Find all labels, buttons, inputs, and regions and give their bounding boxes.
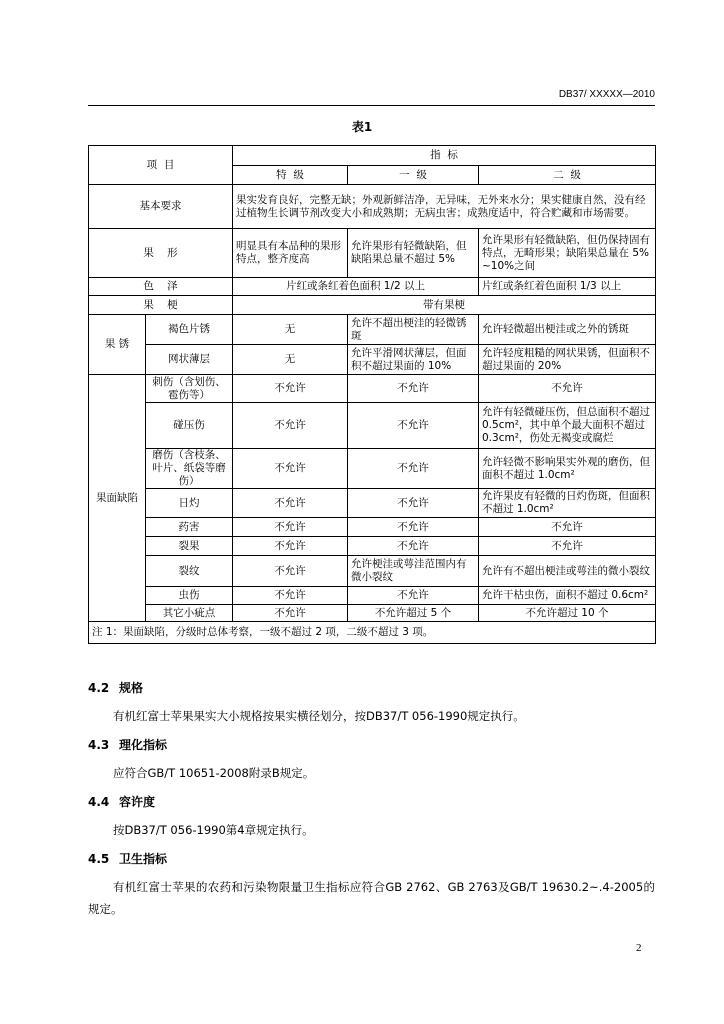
document-code: DB37/ XXXXX—2010	[558, 89, 655, 100]
defect-grade-second: 不允许超过 10 个	[479, 605, 656, 622]
section-title: 规格	[119, 681, 144, 695]
table-row-defect-sunburn	[89, 489, 656, 518]
page-number: 2	[636, 942, 642, 954]
header-grade-second: 二 级	[479, 166, 656, 185]
section-heading	[88, 852, 167, 866]
defect-item-name: 磨伤（含枝条、叶片、纸袋等磨伤）	[146, 449, 233, 489]
color-label: 色 泽	[89, 278, 233, 296]
table-row-color	[89, 278, 656, 296]
defect-grade-first: 不允许超过 5 个	[348, 605, 479, 622]
section-number: 4.2	[88, 681, 110, 695]
stem-text: 带有果梗	[233, 296, 656, 315]
table-note: 注 1：果面缺陷，分级时总体考察，一级不超过 2 项，二级不超过 3 项。	[89, 622, 656, 644]
defect-grade-special: 不允许	[233, 605, 348, 622]
section-title: 卫生指标	[119, 852, 168, 866]
section-body: 有机红富士苹果的农药和污染物限量卫生指标应符合GB 2762、GB 2763及GB/T 19630.2~.4-2005的规定。	[88, 880, 655, 916]
defect-grade-second: 允许果皮有轻微的日灼伤斑，但面积不超过 1.0cm²	[479, 489, 656, 518]
basic-text: 果实发育良好，完整无缺；外观新鲜洁净，无异味，无外来水分；果实健康自然，没有经过植物生长调节剂改变大小和成熟期；无病虫害；成熟度适中，符合贮藏和市场需要。	[233, 185, 656, 229]
defect-grade-first: 不允许	[348, 489, 479, 518]
defect-item-name: 日灼	[146, 489, 233, 518]
defect-grade-special: 不允许	[233, 449, 348, 489]
shape-grade-first: 允许果形有轻微缺陷，但缺陷果总量不超过 5%	[348, 229, 479, 278]
table-row-basic	[89, 185, 656, 229]
russet-grade-first: 允许平滑网状薄层，但面积不超过果面的 10%	[348, 345, 479, 375]
header-rule	[88, 105, 655, 106]
defect-grade-second: 不允许	[479, 518, 656, 537]
section-body: 按DB37/T 056-1990第4章规定执行。	[113, 823, 314, 837]
defect-grade-second: 允许干枯虫伤，面积不超过 0.6cm²	[479, 587, 656, 605]
defect-item-name: 药害	[146, 518, 233, 537]
defect-grade-first: 不允许	[348, 375, 479, 403]
russet-item-name: 褐色片锈	[146, 315, 233, 345]
defect-grade-special: 不允许	[233, 556, 348, 587]
defect-grade-special: 不允许	[233, 587, 348, 605]
russet-grade-special: 无	[233, 345, 348, 375]
defect-grade-special: 不允许	[233, 375, 348, 403]
table-row-defect-other	[89, 605, 656, 622]
section-heading	[88, 795, 155, 809]
defect-item-name: 刺伤（含划伤、雹伤等）	[146, 375, 233, 403]
russet-label: 果 锈	[89, 315, 146, 375]
table-row-defect-rub	[89, 449, 656, 489]
table-row-defect-crack	[89, 556, 656, 587]
table-row-defect-split	[89, 537, 656, 556]
section-heading	[88, 681, 143, 695]
defect-grade-second: 允许有轻微碰压伤，但总面积不超过 0.5cm²，其中单个最大面积不超过 0.3cm²，伤处无褐变或腐烂	[479, 403, 656, 449]
table-row-shape	[89, 229, 656, 278]
defect-item-name: 碰压伤	[146, 403, 233, 449]
header-item-cell: 项 目	[89, 146, 233, 185]
defect-grade-special: 不允许	[233, 537, 348, 556]
table-row-russet-brown	[89, 315, 656, 345]
defect-item-name: 虫伤	[146, 587, 233, 605]
color-grade-special-first: 片红或条红着色面积 1/2 以上	[233, 278, 479, 296]
shape-label: 果 形	[89, 229, 233, 278]
section-body: 有机红富士苹果果实大小规格按果实横径划分，按DB37/T 056-1990规定执行。	[113, 709, 525, 723]
defect-grade-second: 不允许	[479, 537, 656, 556]
table-note-row	[89, 622, 656, 644]
basic-label: 基本要求	[89, 185, 233, 229]
section-title: 理化指标	[119, 738, 168, 752]
defect-grade-special: 不允许	[233, 403, 348, 449]
russet-grade-second: 允许轻微超出梗洼或之外的锈斑	[479, 315, 656, 345]
russet-grade-second: 允许轻度粗糙的网状果锈，但面积不超过果面的 20%	[479, 345, 656, 375]
defect-grade-second: 允许轻微不影响果实外观的磨伤，但面积不超过 1.0cm²	[479, 449, 656, 489]
section-title: 容许度	[119, 795, 156, 809]
header-indicator-cell: 指 标	[233, 146, 656, 166]
defect-grade-second: 允许有不超出梗洼或萼洼的微小裂纹	[479, 556, 656, 587]
section-body: 应符合GB/T 10651-2008附录B规定。	[113, 766, 315, 780]
section-number: 4.4	[88, 795, 110, 809]
defect-grade-special: 不允许	[233, 489, 348, 518]
section-number: 4.5	[88, 852, 110, 866]
defect-grade-first: 允许梗洼或萼洼范围内有微小裂纹	[348, 556, 479, 587]
section-heading	[88, 738, 167, 752]
defect-grade-first: 不允许	[348, 587, 479, 605]
russet-item-name: 网状薄层	[146, 345, 233, 375]
defect-item-name: 裂果	[146, 537, 233, 556]
defect-grade-first: 不允许	[348, 403, 479, 449]
table-caption: 表1	[351, 120, 373, 134]
header-grade-first: 一 级	[348, 166, 479, 185]
defect-grade-first: 不允许	[348, 537, 479, 556]
shape-grade-second: 允许果形有轻微缺陷，但仍保持固有特点，无畸形果；缺陷果总量在 5%~10%之间	[479, 229, 656, 278]
color-grade-second: 片红或条红着色面积 1/3 以上	[479, 278, 656, 296]
section-number: 4.3	[88, 738, 110, 752]
defect-grade-first: 不允许	[348, 449, 479, 489]
defects-label: 果面缺陷	[89, 375, 146, 622]
defect-item-name: 其它小疵点	[146, 605, 233, 622]
defect-grade-first: 不允许	[348, 518, 479, 537]
table-row-defect-chemical	[89, 518, 656, 537]
russet-grade-special: 无	[233, 315, 348, 345]
grade-table	[88, 145, 656, 644]
defect-grade-special: 不允许	[233, 518, 348, 537]
shape-grade-special: 明显具有本品种的果形特点，整齐度高	[233, 229, 348, 278]
header-grade-special: 特 级	[233, 166, 348, 185]
table-row-defect-stab	[89, 375, 656, 403]
russet-grade-first: 允许不超出梗洼的轻微锈斑	[348, 315, 479, 345]
defect-item-name: 裂纹	[146, 556, 233, 587]
defect-grade-second: 不允许	[479, 375, 656, 403]
table-row-russet-net	[89, 345, 656, 375]
table-header-row	[89, 146, 656, 166]
table-row-defect-bruise	[89, 403, 656, 449]
table-row-stem	[89, 296, 656, 315]
table-row-defect-insect	[89, 587, 656, 605]
stem-label: 果 梗	[89, 296, 233, 315]
